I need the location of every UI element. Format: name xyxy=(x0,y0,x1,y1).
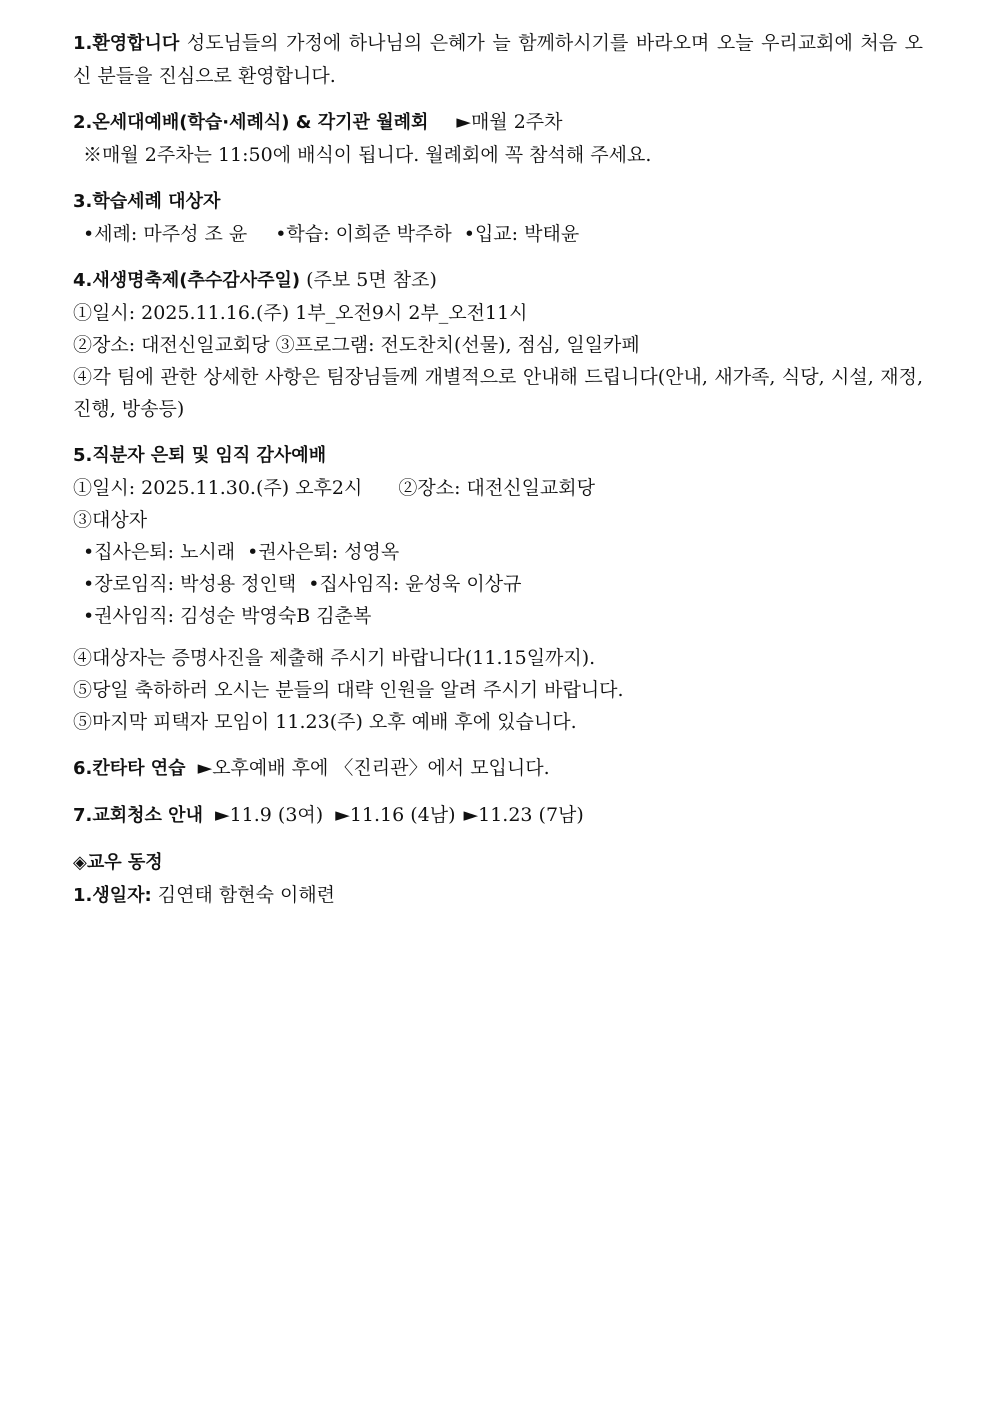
ordination-meeting-note: ⑤마지막 피택자 모임이 11.23(주) 오후 예배 후에 있습니다. xyxy=(73,711,577,733)
cleaning-date-3: ►11.23 (7남) xyxy=(463,804,584,826)
kwonsa-ordain: •권사임직: 김성순 박영숙B 김춘복 xyxy=(83,605,372,627)
festival-date: ①일시: 2025.11.16.(주) 1부_오전9시 2부_오전11시 xyxy=(73,302,528,324)
kwonsa-retire: •권사은퇴: 성영옥 xyxy=(247,541,400,563)
members-title: ◈교우 동정 xyxy=(73,852,163,873)
baptism-title: 3.학습세례 대상자 xyxy=(73,191,221,212)
deacon-retire: •집사은퇴: 노시래 xyxy=(83,541,236,563)
ordination-date: ①일시: 2025.11.30.(주) 오후2시 xyxy=(73,477,363,499)
bulletin-page xyxy=(73,27,923,926)
cleaning-date-1: ►11.9 (3여) xyxy=(214,804,324,826)
ordination-elder-row xyxy=(73,568,923,600)
ordination-retire-row xyxy=(73,536,923,568)
festival-title: 4.새생명축제(추수감사주일) xyxy=(73,270,301,291)
cleaning-date-2: ►11.16 (4남) xyxy=(335,804,456,826)
welcome-text: 성도님들의 가정에 하나님의 은혜가 늘 함께하시기를 바라오며 오늘 우리교회에 처음 오신 분들을 진심으로 환영합니다. xyxy=(73,32,923,87)
cleaning-line xyxy=(73,799,923,832)
section-welcome xyxy=(73,27,923,92)
worship-note: ※매월 2주차는 11:50에 배식이 됩니다. 월례회에 꼭 참석해 주세요. xyxy=(83,144,652,166)
deacon-ordain: •집사임직: 윤성욱 이상규 xyxy=(308,573,522,595)
ordination-targets-label: ③대상자 xyxy=(73,509,148,531)
ordination-date-place xyxy=(73,472,923,504)
ordination-title: 5.직분자 은퇴 및 임직 감사예배 xyxy=(73,445,327,466)
catechumen-list: •학습: 이희준 박주하 xyxy=(275,223,452,245)
festival-team-note: ④각 팀에 관한 상세한 사항은 팀장님들께 개별적으로 안내해 드립니다(안내, 새가족, 식당, 시설, 재정, 진행, 방송등) xyxy=(73,366,923,420)
festival-ref: (주보 5면 참조) xyxy=(300,269,437,291)
cantata-text: ►오후예배 후에 〈진리관〉에서 모입니다. xyxy=(197,757,550,779)
birthday-line xyxy=(73,879,923,912)
welcome-title: 1.환영합니다 xyxy=(73,33,180,54)
section-festival xyxy=(73,264,923,425)
worship-schedule: ►매월 2주차 xyxy=(456,111,563,133)
worship-heading-line xyxy=(73,106,923,139)
section-baptism xyxy=(73,185,923,250)
festival-heading-line xyxy=(73,264,923,297)
worship-title: 2.온세대예배(학습·세례식) & 각기관 월례회 xyxy=(73,112,429,133)
baptism-candidates xyxy=(73,218,923,250)
festival-place-program: ②장소: 대전신일교회당 ③프로그램: 전도찬치(선물), 점심, 일일카페 xyxy=(73,334,640,356)
confirmation-list: •입교: 박태윤 xyxy=(463,223,580,245)
section-cleaning xyxy=(73,799,923,832)
section-cantata xyxy=(73,752,923,785)
cantata-title: 6.칸타타 연습 xyxy=(73,758,186,779)
cantata-line xyxy=(73,752,923,785)
birthday-names: 김연태 함현숙 이해련 xyxy=(151,884,336,906)
birthday-label: 1.생일자: xyxy=(73,885,152,906)
ordination-place: ②장소: 대전신일교회당 xyxy=(398,477,595,499)
baptism-list: •세례: 마주성 조 윤 xyxy=(83,223,248,245)
welcome-paragraph xyxy=(73,27,923,92)
cleaning-title: 7.교회청소 안내 xyxy=(73,805,203,826)
section-members xyxy=(73,846,923,912)
section-ordination xyxy=(73,439,923,738)
section-worship xyxy=(73,106,923,171)
ordination-photo-note: ④대상자는 증명사진을 제출해 주시기 바랍니다(11.15일까지). xyxy=(73,647,596,669)
elder-ordain: •장로임직: 박성용 정인택 xyxy=(83,573,297,595)
ordination-guest-note: ⑤당일 축하하러 오시는 분들의 대략 인원을 알려 주시기 바랍니다. xyxy=(73,679,624,701)
